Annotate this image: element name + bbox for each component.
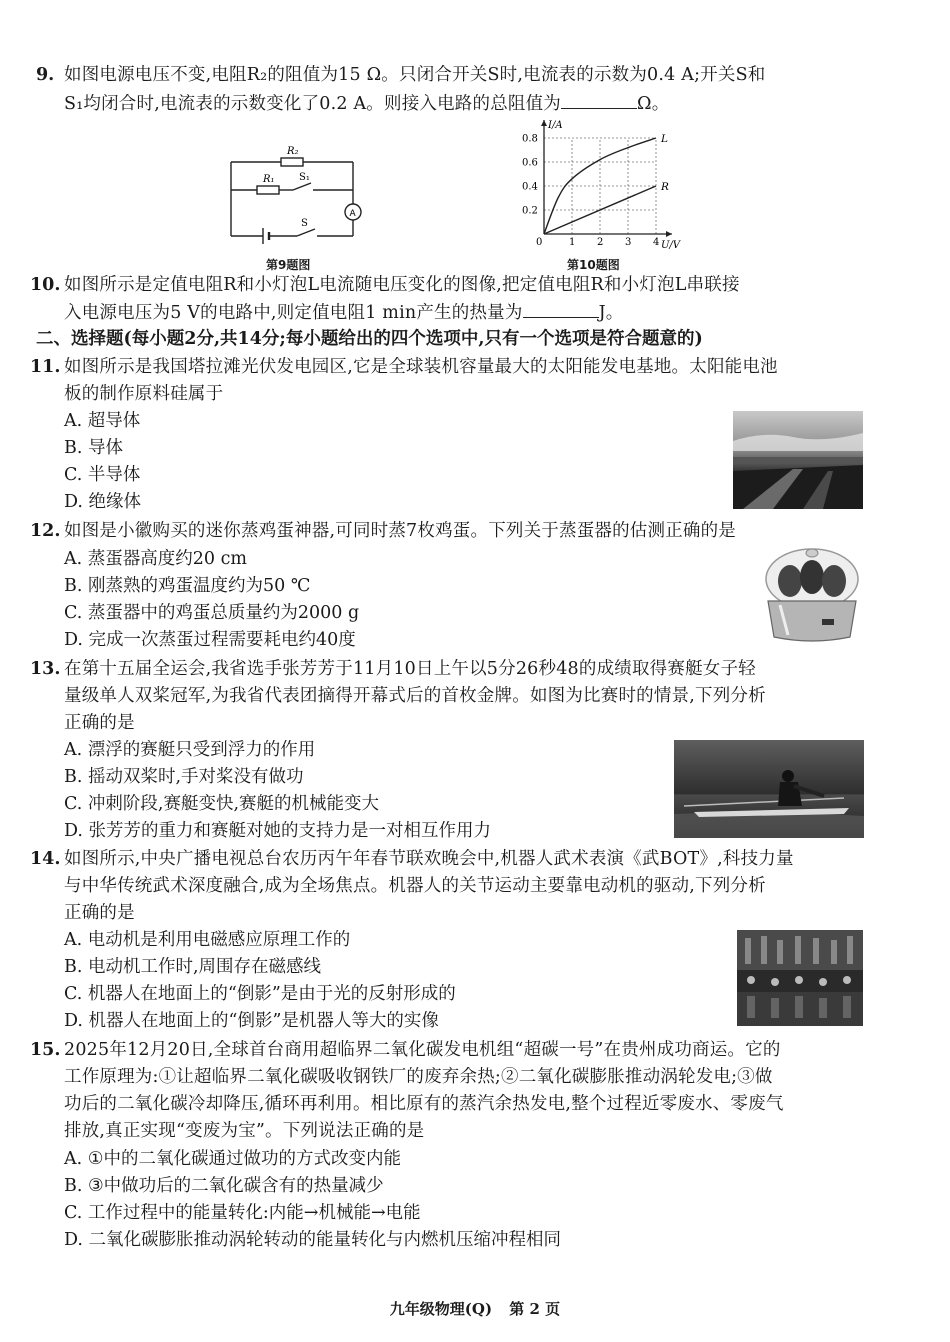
q9-figure-caption: 第9题图 <box>266 258 311 272</box>
q10-text-line2-b: J。 <box>598 303 624 323</box>
q10-text-line1: 如图所示是定值电阻R和小灯泡L电流随电压变化的图像,把定值电阻R和小灯泡L串联接 <box>64 275 740 295</box>
switch-s1 <box>293 183 311 190</box>
q13-text-line1: 在第十五届全运会,我省选手张芳芳于11月10日上午以5分26秒48的成绩取得赛艇女子轻 <box>64 659 756 679</box>
label-s: S <box>301 218 308 229</box>
q11-number: 11. <box>30 357 61 377</box>
q9-answer-blank[interactable] <box>561 90 637 109</box>
q13-option-b[interactable]: B. 摇动双桨时,手对桨没有做功 <box>64 767 304 787</box>
q13-rowing-photo <box>674 740 864 838</box>
y-tick-label: 0.6 <box>522 157 538 169</box>
footer-page-number: 第 2 页 <box>509 1300 561 1318</box>
x-axis-label: U/V <box>661 240 681 251</box>
q9-text-line2-a: S₁均闭合时,电流表的示数变化了0.2 A。则接入电路的总阻值为 <box>64 94 561 114</box>
q9-circuit-diagram <box>225 140 365 250</box>
q15-text-line3: 功后的二氧化碳冷却降压,循环再利用。相比原有的蒸汽余热发电,整个过程近零废水、零废气 <box>64 1094 784 1114</box>
q12-option-b[interactable]: B. 刚蒸熟的鸡蛋温度约为50 ℃ <box>64 576 311 596</box>
q14-text-line1: 如图所示,中央广播电视总台农历丙午年春节联欢晚会中,机器人武术表演《武BOT》,科技力量 <box>64 849 794 869</box>
q13-option-c[interactable]: C. 冲刺阶段,赛艇变快,赛艇的机械能变大 <box>64 794 380 814</box>
resistor-r1 <box>257 186 279 194</box>
q15-text-line1: 2025年12月20日,全球首台商用超临界二氧化碳发电机组“超碳一号”在贵州成功商运。它的 <box>64 1040 781 1060</box>
q9-text-line1: 如图电源电压不变,电阻R₂的阻值为15 Ω。只闭合开关S时,电流表的示数为0.4 A;开关S和 <box>64 65 766 85</box>
q15-option-d[interactable]: D. 二氧化碳膨胀推动涡轮转动的能量转化与内燃机压缩冲程相同 <box>64 1230 562 1250</box>
q10-text-line2-a: 入电源电压为5 V的电路中,则定值电阻1 min产生的热量为 <box>64 303 523 323</box>
q12-egg-steamer-photo <box>760 545 864 645</box>
q15-number: 15. <box>30 1040 61 1060</box>
q14-robot-performance-photo <box>737 930 863 1026</box>
q9-number: 9. <box>36 65 55 85</box>
q13-option-a[interactable]: A. 漂浮的赛艇只受到浮力的作用 <box>64 740 316 760</box>
page-footer <box>0 1298 950 1319</box>
q9-text-line2-b: Ω。 <box>637 94 670 114</box>
label-ammeter: A <box>349 209 356 219</box>
footer-subject: 九年级物理(Q) <box>389 1300 493 1318</box>
q13-number: 13. <box>30 659 61 679</box>
q14-option-b[interactable]: B. 电动机工作时,周围存在磁感线 <box>64 957 322 977</box>
q13-text-line2: 量级单人双桨冠军,为我省代表团摘得开幕式后的首枚金牌。如图为比赛时的情景,下列分析 <box>64 686 766 706</box>
y-tick-label: 0.2 <box>522 205 538 217</box>
y-tick-label: 0.4 <box>522 181 538 193</box>
q11-option-d[interactable]: D. 绝缘体 <box>64 492 142 512</box>
x-tick-label: 4 <box>653 237 660 248</box>
label-r1: R₁ <box>263 174 275 185</box>
q11-text-line2: 板的制作原料硅属于 <box>64 384 224 404</box>
q13-option-d[interactable]: D. 张芳芳的重力和赛艇对她的支持力是一对相互作用力 <box>64 821 492 841</box>
x-axis-arrow-icon <box>666 231 672 237</box>
y-axis-label: I/A <box>548 120 563 131</box>
section-2-title: 二、选择题(每小题2分,共14分;每小题给出的四个选项中,只有一个选项是符合题意的) <box>36 329 703 349</box>
q12-text-line1: 如图是小徽购买的迷你蒸鸡蛋神器,可同时蒸7枚鸡蛋。下列关于蒸蛋器的估测正确的是 <box>64 521 736 541</box>
q11-solar-park-photo <box>733 411 863 509</box>
q15-option-a[interactable]: A. ①中的二氧化碳通过做功的方式改变内能 <box>64 1149 401 1169</box>
q11-option-a[interactable]: A. 超导体 <box>64 411 141 431</box>
q15-text-line4: 排放,真正实现“变废为宝”。下列说法正确的是 <box>64 1121 425 1141</box>
q14-option-a[interactable]: A. 电动机是利用电磁感应原理工作的 <box>64 930 351 950</box>
series-label-L: L <box>661 133 668 145</box>
q10-figure-caption: 第10题图 <box>567 258 620 272</box>
resistor-r2 <box>281 158 303 166</box>
q12-option-a[interactable]: A. 蒸蛋器高度约20 cm <box>64 549 247 569</box>
q14-text-line3: 正确的是 <box>64 903 135 923</box>
q14-option-c[interactable]: C. 机器人在地面上的“倒影”是由于光的反射形成的 <box>64 984 456 1004</box>
q12-option-c[interactable]: C. 蒸蛋器中的鸡蛋总质量约为2000 g <box>64 603 360 623</box>
q14-option-d[interactable]: D. 机器人在地面上的“倒影”是机器人等大的实像 <box>64 1011 439 1031</box>
q13-text-line3: 正确的是 <box>64 713 135 733</box>
q12-number: 12. <box>30 521 61 541</box>
x-tick-label: 1 <box>569 237 576 248</box>
q10-answer-blank[interactable] <box>523 299 599 318</box>
switch-s <box>297 229 315 236</box>
x-tick-label: 2 <box>597 237 604 248</box>
q14-number: 14. <box>30 849 61 869</box>
y-tick-label: 0.8 <box>522 133 538 145</box>
q15-text-line2: 工作原理为:①让超临界二氧化碳吸收钢铁厂的废弃余热;②二氧化碳膨胀推动涡轮发电;③做 <box>64 1067 773 1087</box>
q11-option-c[interactable]: C. 半导体 <box>64 465 141 485</box>
q10-number: 10. <box>30 275 61 295</box>
y-axis-arrow-icon <box>541 120 547 126</box>
label-s1: S₁ <box>299 172 310 183</box>
x-tick-label: 3 <box>625 237 632 248</box>
q10-iu-chart <box>512 118 684 252</box>
x-tick-label: 0 <box>536 237 543 248</box>
series-label-R: R <box>661 181 669 193</box>
q11-text-line1: 如图所示是我国塔拉滩光伏发电园区,它是全球装机容量最大的太阳能发电基地。太阳能电池 <box>64 357 778 377</box>
q12-option-d[interactable]: D. 完成一次蒸蛋过程需要耗电约40度 <box>64 630 356 650</box>
q15-option-c[interactable]: C. 工作过程中的能量转化:内能→机械能→电能 <box>64 1203 421 1223</box>
label-r2: R₂ <box>287 146 299 157</box>
q10-text-line2 <box>64 299 623 326</box>
q15-option-b[interactable]: B. ③中做功后的二氧化碳含有的热量减少 <box>64 1176 384 1196</box>
q11-option-b[interactable]: B. 导体 <box>64 438 123 458</box>
q14-text-line2: 与中华传统武术深度融合,成为全场焦点。机器人的关节运动主要靠电动机的驱动,下列分析 <box>64 876 766 896</box>
q9-text-line2 <box>64 90 669 117</box>
